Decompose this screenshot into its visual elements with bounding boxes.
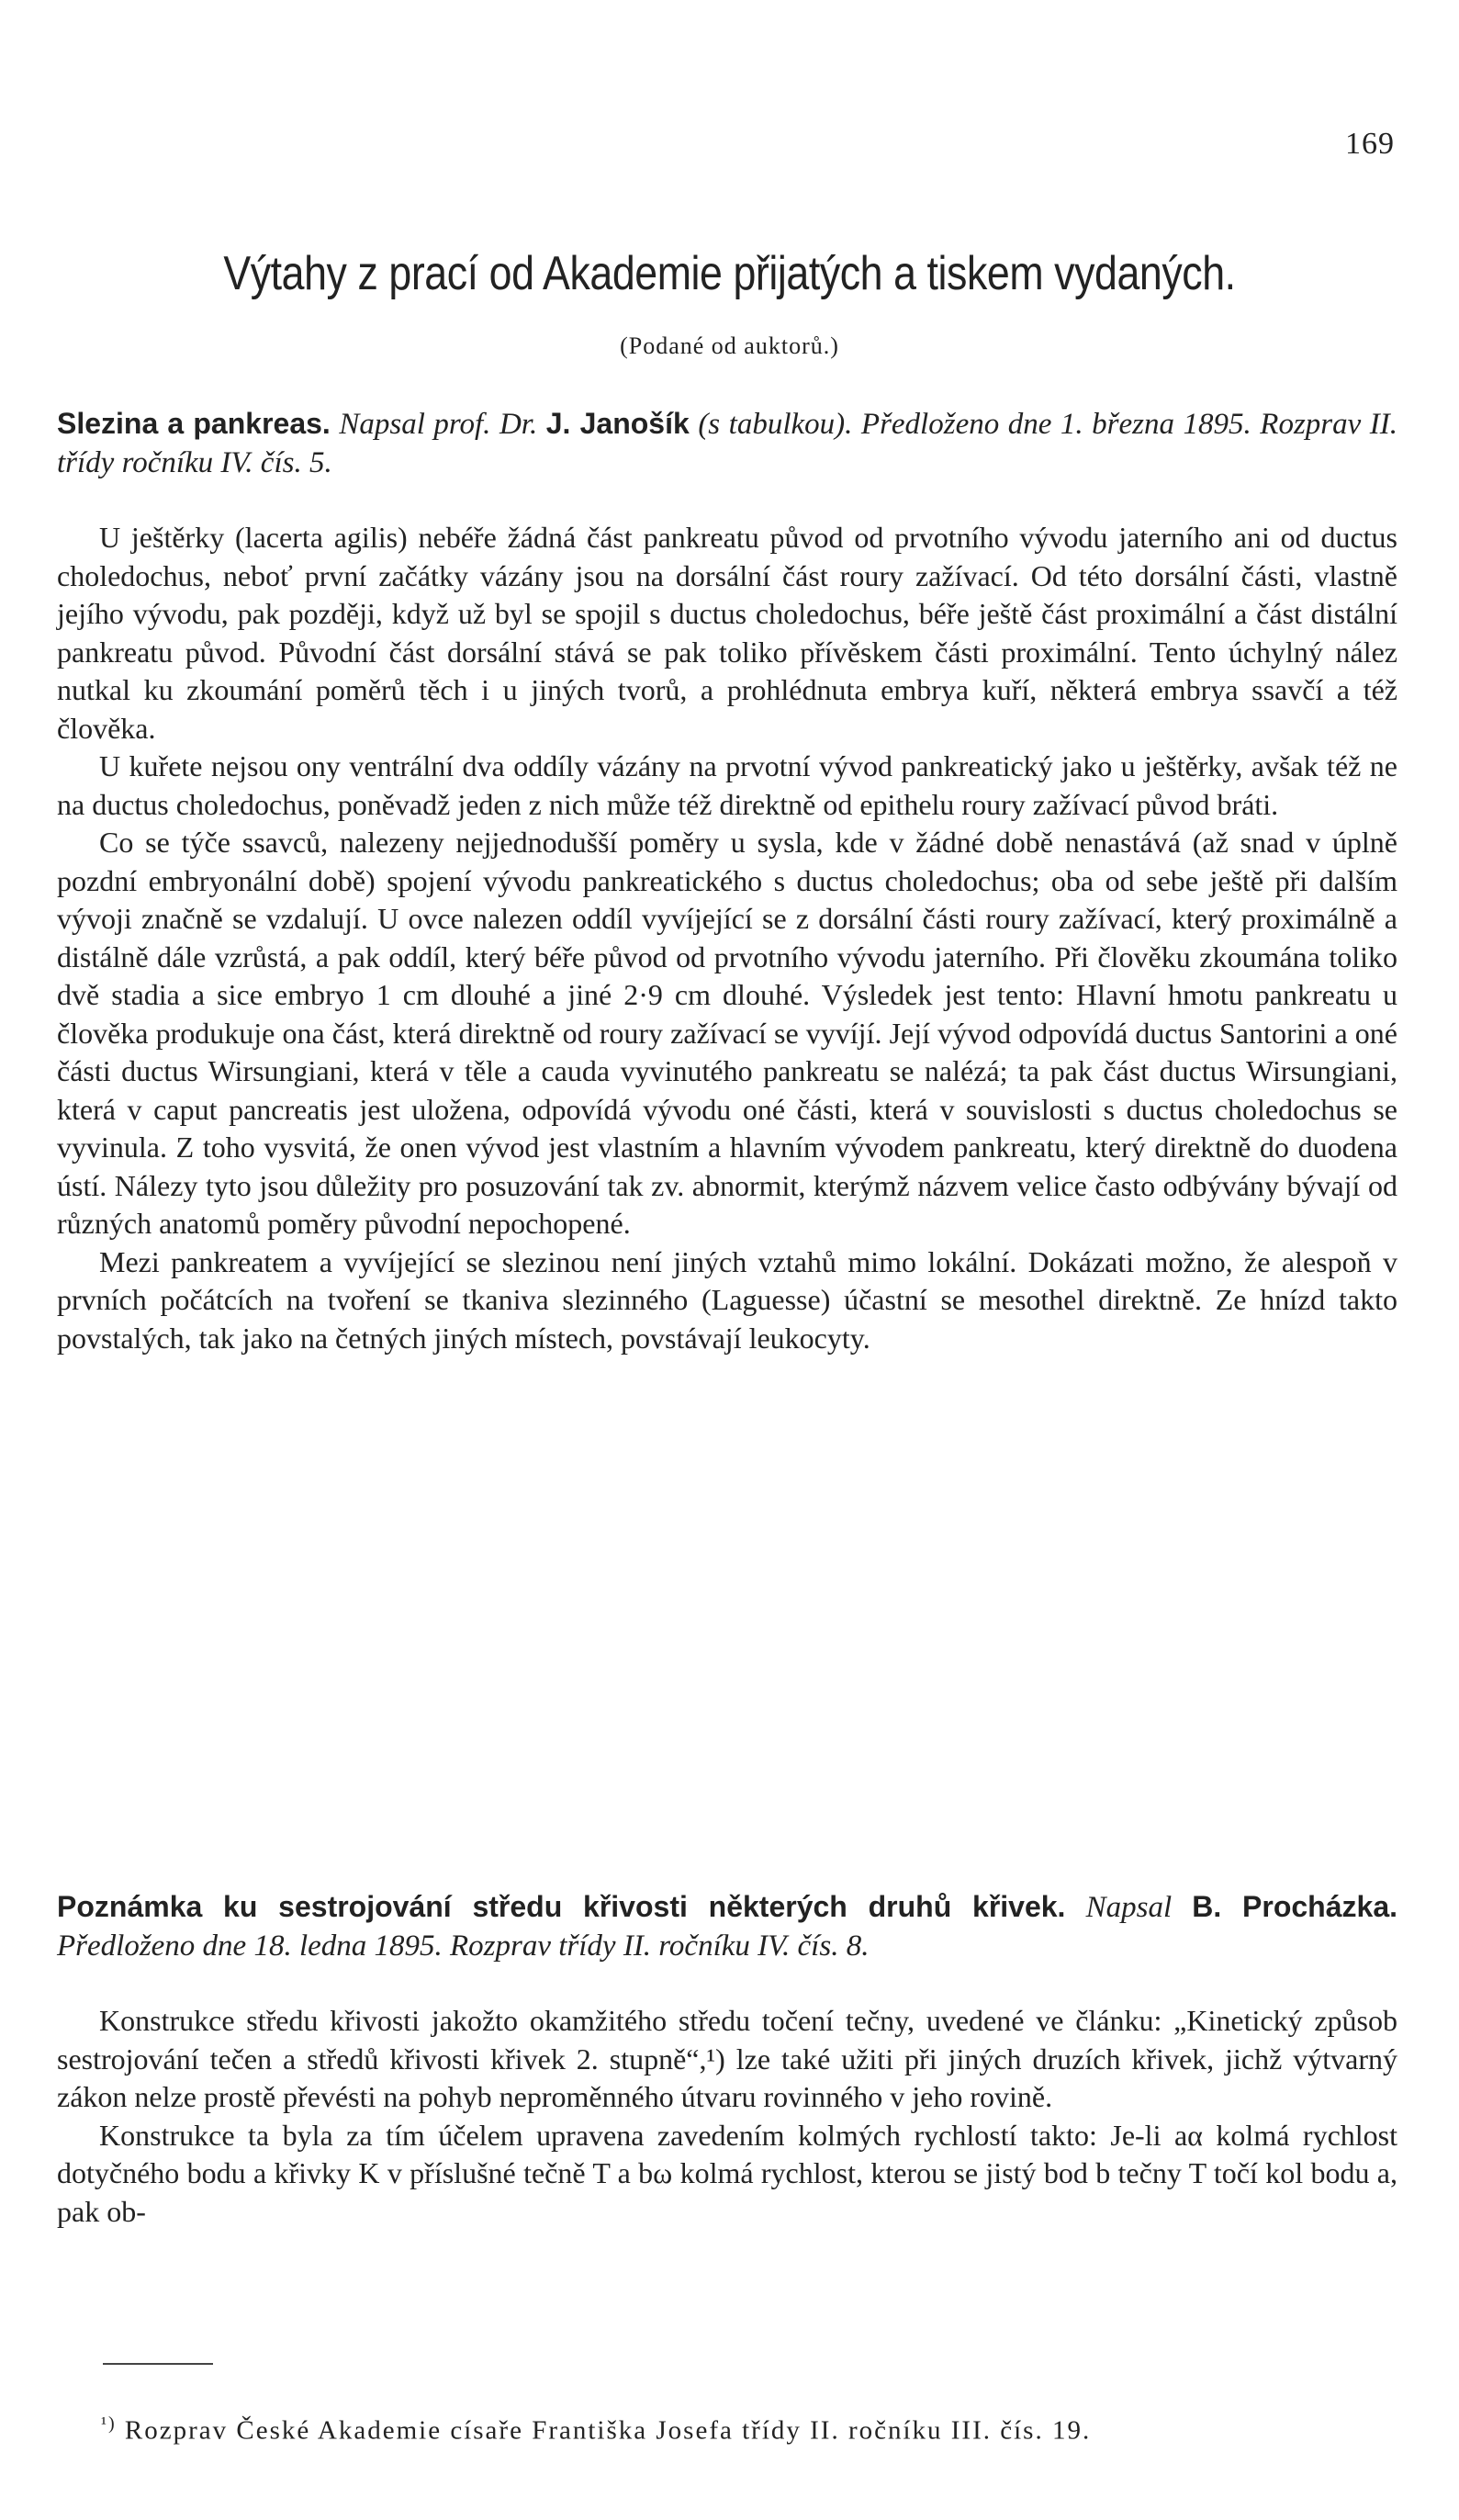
article-paragraph: U kuřete nejsou ony ventrální dva oddíly vázány na prvotní vývod pankreatický jako u ještěrky, avšak též ne na ductus choledochus, poněvadž jeden z nich může též direktně od epithelu roury zažívací původ bráti. <box>57 749 1397 821</box>
article-paragraph: Konstrukce středu křivosti jakožto okamžitého středu točení tečny, uvedené ve článku: „Kinetický způsob sestrojování tečen a středů křivosti křivek 2. stupně“,¹) lze také užiti při jiných druzích křivek, jichž výtvarný zákon nelze prostě převésti na pohyb neproměnného útvaru rovinného v jeho rovině. <box>57 2004 1397 2113</box>
article-title: Slezina a pankreas. <box>57 407 331 440</box>
article-paragraph: Co se týče ssavců, nalezeny nejjednodušší poměry u sysla, kde v žádné době nenastává (až snad v úplně pozdní embryonální době) spojení vývodu pankreatického s ductus choledochus; oba od sebe ještě při dalším vývoji značně se vzdalují. U ovce nalezen oddíl vyvíjející se z dorsální části roury zažívací, který proximálně a distálně dále vzrůstá, a pak oddíl, který béře původ od prvotního vývodu jaterního. Při člověku zkoumána toliko dvě stadia a sice embryo 1 cm dlouhé a jiné 2·9 cm dlouhé. Výsledek jest tento: Hlavní hmotu pankreatu u člověka produkuje ona část, která direktně od roury zažívací se vyvíjí. Její vývod odpovídá ductus Santorini a oné části ductus Wirsungiani, která v těle a cauda vyvinutého pankreatu se nalézá; ta pak část ductus Wirsungiani, která v caput pancreatis jest uložena, odpovídá vývodu oné části, která v souvislosti s ductus choledochus se vyvinula. Z toho vysvitá, že onen vývod jest vlastním a hlavním vývodem pankreatu, který direktně do duodena ústí. Nálezy tyto jsou důležity pro posuzování tak zv. abnormit, kterýmž názvem velice často odbývány bývají od různých anatomů poměry původní nepochopené. <box>57 826 1397 1240</box>
article-author: B. Procházka. <box>1192 1890 1398 1923</box>
footnote-divider <box>103 2363 213 2365</box>
footnote <box>57 2405 1397 2449</box>
article-title: Poznámka ku sestrojování středu křivosti některých druhů křivek. <box>57 1890 1066 1923</box>
page-subtitle: (Podané od auktorů.) <box>620 332 839 359</box>
article-byline-prefix: Napsal prof. Dr. <box>339 408 538 441</box>
page-number: 169 <box>1345 127 1395 161</box>
article-paragraph: Mezi pankreatem a vyvíjející se slezinou není jiných vztahů mimo lokální. Dokázati možno, že alespoň v prvních počátcích na tvoření se tkaniva slezinného (Laguesse) účastní se mesothel direktně. Ze hnízd takto povstalých, tak jako na četných jiných místech, povstávají leukocyty. <box>57 1244 1397 1355</box>
article-slezina <box>57 404 1397 1357</box>
footnote-mark: ¹) <box>101 2413 117 2434</box>
article-poznamka <box>57 1887 1397 2231</box>
article-author: J. Janošík <box>545 407 690 440</box>
article-paragraph: U ještěrky (lacerta agilis) nebéře žádná část pankreatu původ od prvotního vývodu jaterního ani od ductus choledochus, neboť první začátky vázány jsou na dorsální část roury zažívací. Od této dorsální části, vlastně jejího vývodu, pak později, když už byl se spojil s ductus choledochus, béře ještě část proximální a část distální pankreatu původ. Původní část dorsální stává se pak toliko přívěskem části proximální. Tento úchylný nález nutkal ku zkoumání poměrů těch i u jiných tvorů, a prohlédnuta embrya kuří, některá embrya ssavčí a též člověka. <box>57 521 1397 745</box>
article-publication-info: (s tabulkou). Předloženo dne 1. března 1895. Rozprav II. třídy ročníku IV. čís. 5. <box>57 408 1398 479</box>
page-title: Výtahy z prací od Akademie přijatých a tiskem vydaných. <box>223 247 1236 300</box>
article-byline-prefix: Napsal <box>1085 1891 1173 1924</box>
footnote-text: Rozprav České Akademie císaře Františka Josefa třídy II. ročníku III. čís. 19. <box>124 2415 1092 2446</box>
article-heading <box>57 1887 1397 1965</box>
article-heading <box>57 404 1397 482</box>
article-publication-info: Předloženo dne 18. ledna 1895. Rozprav třídy II. ročníku IV. čís. 8. <box>57 1929 870 1963</box>
article-paragraph: Konstrukce ta byla za tím účelem upravena zavedením kolmých rychlostí takto: Je-li aα kolmá rychlost dotyčného bodu a křivky K v příslušné tečně T a bω kolmá rychlost, kterou se jistý bod b tečny T točí kol bodu a, pak ob- <box>57 2118 1397 2228</box>
